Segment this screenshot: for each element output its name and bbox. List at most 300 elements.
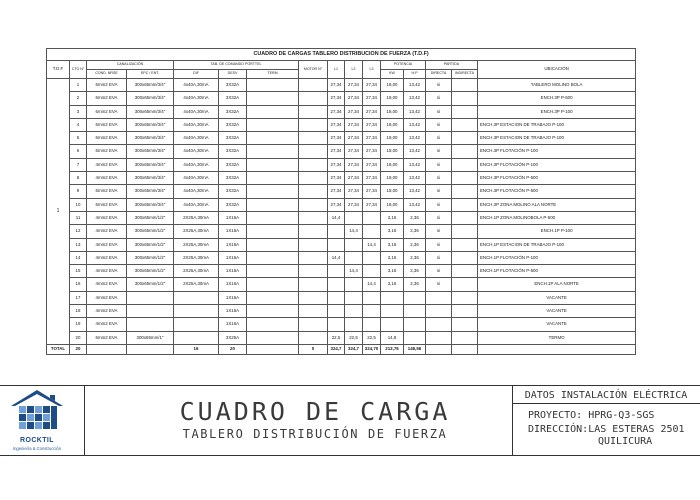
hp-cell [404,331,426,344]
desv-cell: 1X16A [219,318,247,331]
cto-cell: 2 [70,92,87,105]
motor-cell [299,105,328,118]
ubicacion-cell: ENCH.3P ZONA MOLINO ALA NORTE [478,198,636,211]
conductor-cell: 4mm2 EVA [87,291,127,304]
motor-cell [299,158,328,171]
motor-cell [299,251,328,264]
kw-cell: 18,00 [381,132,404,145]
l2-cell: 27,34 [345,198,363,211]
conductor-cell: 4mm2 EVA [87,265,127,278]
table-row [47,118,636,131]
kw-cell: 18,00 [381,198,404,211]
canalizacion-cell: 300x65mm/3/4" [127,118,174,131]
header-desv: DESV [219,70,247,79]
indirecta-cell [452,305,478,318]
table-row [47,331,636,344]
l3-cell: 27,34 [363,198,381,211]
l1-cell: 27,34 [328,79,345,92]
directa-cell: si [426,172,452,185]
total-l2: 324,7 [345,344,363,354]
conductor-cell: 6mm2 EVA [87,331,127,344]
dif-cell [174,331,219,344]
cto-cell: 13 [70,238,87,251]
term-cell [247,158,299,171]
canalizacion-cell: 300x65mm/3/4" [127,92,174,105]
dif-cell: 4x40A,30mA [174,145,219,158]
hp-cell [404,305,426,318]
indirecta-cell [452,158,478,171]
canalizacion-cell: 300x65mm/3/4" [127,79,174,92]
cto-cell: 18 [70,305,87,318]
l2-cell [345,211,363,224]
ubicacion-cell: TERMO [478,331,636,344]
l2-cell: 27,34 [345,145,363,158]
conductor-cell: 6mm2 EVA [87,132,127,145]
conductor-cell: 4mm2 EVA [87,251,127,264]
table-row [47,251,636,264]
l2-cell: 14,4 [345,225,363,238]
conductor-cell: 4mm2 EVA [87,238,127,251]
l2-cell [345,291,363,304]
motor-cell [299,198,328,211]
header-canalizacion: CANALIZACIÓN [87,61,174,70]
term-cell [247,132,299,145]
indirecta-cell [452,238,478,251]
ubicacion-cell: TABLERO MOLINO BOLA [478,79,636,92]
directa-cell: si [426,211,452,224]
header-dif: DIF [174,70,219,79]
term-cell [247,331,299,344]
l2-cell: 27,34 [345,92,363,105]
conductor-cell: 6mm2 EVA [87,92,127,105]
cto-cell: 7 [70,158,87,171]
ubicacion-cell: ENCH.3P ESTACION DE TRABAJO P-100 [478,118,636,131]
l3-cell [363,291,381,304]
table-row [47,172,636,185]
dif-cell: 2X25A,30mA [174,225,219,238]
conductor-cell: 4mm2 EVA [87,305,127,318]
hp-cell: 13,42 [404,79,426,92]
cto-cell: 3 [70,105,87,118]
l1-cell [328,305,345,318]
l2-cell: 27,34 [345,105,363,118]
l1-cell [328,238,345,251]
desv-cell: 3X32A [219,185,247,198]
l1-cell: 27,34 [328,92,345,105]
canalizacion-cell: 300x65mm/1/2" [127,225,174,238]
conductor-cell: 6mm2 EVA [87,118,127,131]
ubicacion-cell: ENCH.3P FLOTACIÓN P-100 [478,158,636,171]
desv-cell: 3X25A [219,331,247,344]
canalizacion-cell: 300x65mm/1" [127,331,174,344]
ubicacion-cell: ENCH.3P FLOTACIÓN P-100 [478,145,636,158]
ubicacion-cell: ENCH.1P ZONA MOLINOBOLA P-500 [478,211,636,224]
kw-cell: 3,16 [381,278,404,291]
indirecta-cell [452,251,478,264]
l3-cell: 27,34 [363,172,381,185]
total-epc [127,344,174,354]
dif-cell [174,318,219,331]
motor-cell [299,291,328,304]
indirecta-cell [452,211,478,224]
canalizacion-cell [127,291,174,304]
hp-cell: 2,36 [404,251,426,264]
l2-cell [345,251,363,264]
cto-cell: 1 [70,79,87,92]
desv-cell: 1X16A [219,305,247,318]
hp-cell [404,291,426,304]
table-row [47,79,636,92]
l2-cell: 27,34 [345,118,363,131]
l2-cell: 27,34 [345,185,363,198]
table-row [47,158,636,171]
kw-cell: 3,16 [381,265,404,278]
header-potencia: POTENCIA [381,61,426,70]
dif-cell: 2X25A,30mA [174,238,219,251]
table-row [47,92,636,105]
company-name: ROCKTIL [20,437,54,444]
company-logo [0,386,84,456]
directa-cell [426,305,452,318]
directa-cell: si [426,251,452,264]
term-cell [247,92,299,105]
l1-cell [328,278,345,291]
indirecta-cell [452,118,478,131]
desv-cell: 1X16A [219,291,247,304]
motor-cell [299,225,328,238]
total-l1: 324,7 [328,344,345,354]
l2-cell: 27,34 [345,79,363,92]
table-row [47,145,636,158]
l3-cell: 27,34 [363,92,381,105]
cto-cell: 9 [70,185,87,198]
l2-cell [345,238,363,251]
hp-cell: 13,42 [404,92,426,105]
l1-cell: 27,34 [328,198,345,211]
l3-cell: 27,34 [363,145,381,158]
l2-cell: 27,34 [345,158,363,171]
total-cond [87,344,127,354]
directa-cell: si [426,132,452,145]
hp-cell: 13,42 [404,158,426,171]
directa-cell: si [426,105,452,118]
conductor-cell: 4mm2 EVA [87,158,127,171]
term-cell [247,198,299,211]
desv-cell: 1X16A [219,251,247,264]
table-row [47,132,636,145]
dif-cell: 4x40A,30mA [174,92,219,105]
conductor-cell: 4mm2 EVA [87,172,127,185]
hp-cell: 13,42 [404,118,426,131]
total-directa [426,344,452,354]
cto-cell: 10 [70,198,87,211]
l3-cell: 27,34 [363,185,381,198]
l1-cell: 27,34 [328,172,345,185]
l1-cell: 14,4 [328,251,345,264]
header-l3: L3 [363,61,381,79]
motor-cell [299,79,328,92]
term-cell [247,105,299,118]
desv-cell: 3X32A [219,92,247,105]
l3-cell [363,211,381,224]
hp-cell: 13,42 [404,132,426,145]
kw-cell: 14,8 [381,331,404,344]
main-title: CUADRO DE CARGA [179,397,451,426]
kw-cell: 18,00 [381,158,404,171]
l1-cell [328,318,345,331]
conductor-cell: 4mm2 EVA [87,278,127,291]
canalizacion-cell: 300x65mm/1/2" [127,265,174,278]
l1-cell: 27,34 [328,145,345,158]
indirecta-cell [452,265,478,278]
dif-cell: 2X25A,30mA [174,278,219,291]
kw-cell: 18,00 [381,79,404,92]
directa-cell: si [426,145,452,158]
canalizacion-cell: 300x65mm/1/2" [127,238,174,251]
canalizacion-cell: 300x65mm/1/2" [127,211,174,224]
directa-cell: si [426,238,452,251]
l1-cell: 27,34 [328,158,345,171]
ubicacion-cell: ENCH.3P FLOTACIÓN P-500 [478,185,636,198]
l3-cell: 27,34 [363,158,381,171]
conductor-cell: 6mm2 EVA [87,185,127,198]
table-row [47,278,636,291]
l3-cell: 14,4 [363,238,381,251]
desv-cell: 3X32A [219,118,247,131]
dif-cell: 2X25A,30mA [174,251,219,264]
kw-cell: 18,00 [381,185,404,198]
kw-cell [381,291,404,304]
cto-cell: 4 [70,118,87,131]
ubicacion-cell: ENCH.1P FLOTACIÓN P-500 [478,265,636,278]
total-kw: 213,76 [381,344,404,354]
l3-cell: 27,34 [363,79,381,92]
indirecta-cell [452,92,478,105]
table-row [47,105,636,118]
ubicacion-cell: ENCH.3P P-100 [478,105,636,118]
indirecta-cell [452,145,478,158]
l2-cell: 27,34 [345,132,363,145]
hp-cell: 13,42 [404,145,426,158]
ubicacion-cell: VACANTE [478,305,636,318]
l3-cell: 27,34 [363,118,381,131]
header-l1: L1 [328,61,345,79]
desv-cell: 3X32A [219,158,247,171]
ubicacion-cell: ENCH.3P FLOTACIÓN P-500 [478,172,636,185]
ubicacion-cell: VACANTE [478,318,636,331]
total-desv: 20 [219,344,247,354]
total-indirecta [452,344,478,354]
term-cell [247,318,299,331]
company-tagline: Ingeniería & Construcción [12,446,62,451]
indirecta-cell [452,132,478,145]
motor-cell [299,265,328,278]
cto-cell: 17 [70,291,87,304]
dif-cell [174,291,219,304]
house-logo-icon [0,386,84,438]
header-term: TERM [247,70,299,79]
desv-cell: 1X16A [219,265,247,278]
motor-cell [299,331,328,344]
total-l3: 324,70 [363,344,381,354]
table-title: CUADRO DE CARGAS TABLERO DISTRIBUCION DE FUERZA (T.D.F) [47,49,636,61]
l3-cell [363,265,381,278]
conductor-cell: 6mm2 EVA [87,198,127,211]
directa-cell: si [426,265,452,278]
cto-cell: 6 [70,145,87,158]
term-cell [247,211,299,224]
indirecta-cell [452,185,478,198]
total-cto: 20 [70,344,87,354]
directa-cell: si [426,158,452,171]
dif-cell: 4x40A,30mA [174,185,219,198]
dif-cell: 4x40A,30mA [174,198,219,211]
desv-cell: 3X32A [219,172,247,185]
total-motor: 0 [299,344,328,354]
table-row [47,305,636,318]
term-cell [247,185,299,198]
directa-cell: si [426,198,452,211]
header-tab-comando: TAB. DE COMANDO PORTTEL [174,61,299,70]
directa-cell: si [426,278,452,291]
hp-cell: 2,36 [404,211,426,224]
hp-cell: 2,36 [404,265,426,278]
table-row [47,291,636,304]
header-indirecta: INDIRECTA [452,70,478,79]
conductor-cell: 4mm2 EVA [87,318,127,331]
directa-cell: si [426,225,452,238]
header-tdf: T.D.F [47,61,70,79]
total-term [247,344,299,354]
l1-cell: 14,4 [328,211,345,224]
ubicacion-cell: ENCH.1P ESTACION DE TRABAJO P-100 [478,238,636,251]
indirecta-cell [452,198,478,211]
desv-cell: 1X16A [219,225,247,238]
conductor-cell: 4mm2 EVA [87,211,127,224]
dif-cell: 4x40A,30mA [174,132,219,145]
load-table [46,48,636,355]
motor-cell [299,132,328,145]
title-block-divider-logo [84,385,85,456]
kw-cell: 3,16 [381,238,404,251]
conductor-cell: 6mm2 EVA [87,145,127,158]
dif-cell: 2X25A,30mA [174,211,219,224]
desv-cell: 1X16A [219,211,247,224]
ubicacion-cell: ENCH.1P P-100 [478,225,636,238]
directa-cell: si [426,118,452,131]
directa-cell: si [426,185,452,198]
total-dif: 16 [174,344,219,354]
header-motor: MOTOR N° [299,61,328,79]
term-cell [247,278,299,291]
title-block-divider-info-header [512,403,700,404]
cto-cell: 16 [70,278,87,291]
total-hp: 148,56 [404,344,426,354]
desv-cell: 3X32A [219,145,247,158]
hp-cell: 2,36 [404,225,426,238]
canalizacion-cell: 300x65mm/3/4" [127,158,174,171]
indirecta-cell [452,331,478,344]
title-block [0,385,700,456]
kw-cell: 18,00 [381,145,404,158]
motor-cell [299,145,328,158]
motor-cell [299,118,328,131]
motor-cell [299,92,328,105]
hp-cell: 13,42 [404,198,426,211]
header-directa: DIRECTA [426,70,452,79]
canalizacion-cell: 300x65mm/3/4" [127,185,174,198]
ubicacion-cell: ENCH.3P P-500 [478,92,636,105]
kw-cell: 3,16 [381,251,404,264]
l2-cell [345,318,363,331]
canalizacion-cell: 300x65mm/3/4" [127,172,174,185]
term-cell [247,79,299,92]
dif-cell: 4x40A,30mA [174,105,219,118]
cto-cell: 8 [70,172,87,185]
term-cell [247,291,299,304]
l1-cell: 27,34 [328,132,345,145]
indirecta-cell [452,79,478,92]
title-block-bottom-border [0,455,700,456]
cto-cell: 11 [70,211,87,224]
kw-cell: 18,00 [381,105,404,118]
kw-cell: 18,00 [381,172,404,185]
kw-cell [381,318,404,331]
ubicacion-cell: ENCH.1P ALA NORTE [478,278,636,291]
term-cell [247,172,299,185]
conductor-cell: 6mm2 EVA [87,79,127,92]
dif-cell: 4x40A,30mA [174,79,219,92]
dif-cell: 2X25A,30mA [174,265,219,278]
motor-cell [299,278,328,291]
desv-cell: 3X32A [219,105,247,118]
ubicacion-cell: ENCH.3P ESTACION DE TRABAJO P-100 [478,132,636,145]
term-cell [247,265,299,278]
motor-cell [299,318,328,331]
hp-cell: 13,42 [404,185,426,198]
dif-cell [174,305,219,318]
hp-cell: 2,36 [404,278,426,291]
canalizacion-cell [127,318,174,331]
directa-cell [426,318,452,331]
l1-cell [328,225,345,238]
term-cell [247,238,299,251]
term-cell [247,118,299,131]
city-line: QUILICURA [598,436,653,447]
directa-cell: si [426,79,452,92]
hp-cell: 13,42 [404,172,426,185]
ubicacion-cell: VACANTE [478,291,636,304]
l2-cell [345,305,363,318]
header-ubicacion: UBICACIÓN [478,61,636,79]
header-partida: PARTIDA [426,61,478,70]
address-line: DIRECCIÓN:LAS ESTERAS 2501 [528,424,685,435]
l2-cell: 27,34 [345,172,363,185]
indirecta-cell [452,172,478,185]
indirecta-cell [452,318,478,331]
l3-cell: 27,34 [363,132,381,145]
l1-cell: 27,34 [328,105,345,118]
header-l2: L2 [345,61,363,79]
desv-cell: 3X32A [219,79,247,92]
l1-cell: 22,5 [328,331,345,344]
cto-cell: 15 [70,265,87,278]
kw-cell [381,305,404,318]
header-cto: CTO N° [70,61,87,79]
kw-cell: 18,00 [381,92,404,105]
conductor-cell: 6mm2 EVA [87,105,127,118]
cto-cell: 20 [70,331,87,344]
